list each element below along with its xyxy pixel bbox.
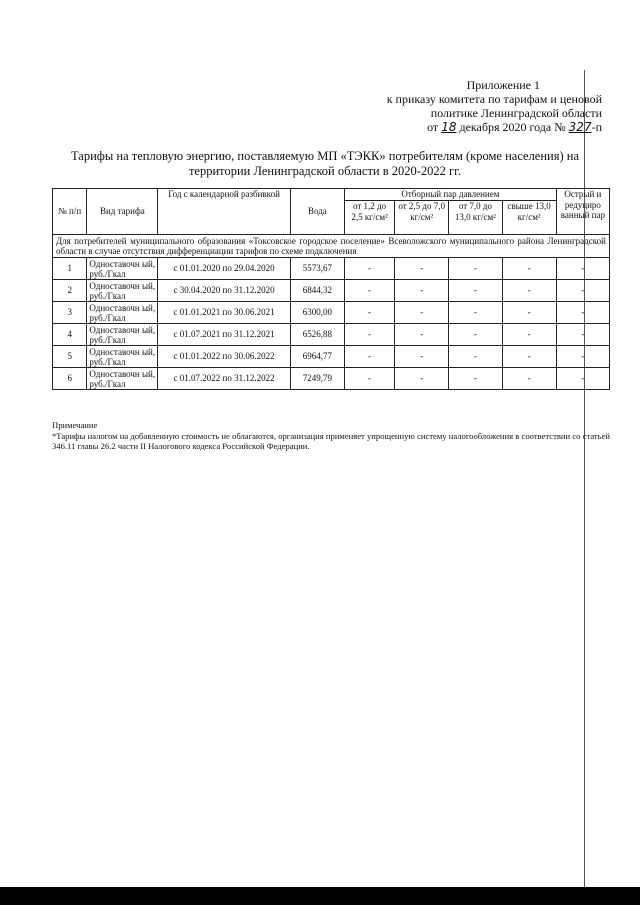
title-line-1: Тарифы на тепловую энергию, поставляемую МП «ТЭКК» потребителям (кроме населения) на — [70, 149, 580, 163]
header-steam-2: от 2,5 до 7,0 кг/см² — [395, 201, 449, 235]
notes-text: *Тарифы налогом на добавленную стоимость не облагаются, организация применяет упрощенную систему налогообложения в соответствии со статьей 346.11 главы 26.2 части II Налогового кодекса Российской Федерации. — [52, 430, 610, 451]
header-tariff-type: Вид тарифа — [87, 189, 158, 235]
cell-sharp-steam: - — [556, 258, 609, 280]
cell-steam-3: - — [449, 280, 502, 302]
table-row — [53, 258, 610, 280]
cell-tariff-type: Одноставочн ый, руб./Гкал — [87, 368, 158, 390]
header-steam-4: свыше 13,0 кг/см² — [502, 201, 556, 235]
cell-steam-1: - — [345, 280, 395, 302]
order-suffix: -п — [591, 120, 602, 134]
table-header-row — [53, 189, 610, 201]
header-water: Вода — [290, 189, 344, 235]
header-sharp-steam: Острый и редуциро ванный пар — [556, 189, 609, 235]
cell-water: 6844,32 — [290, 280, 344, 302]
header-steam-3: от 7,0 до 13,0 кг/см² — [449, 201, 502, 235]
cell-period: с 01.07.2022 по 31.12.2022 — [158, 368, 290, 390]
cell-steam-1: - — [345, 302, 395, 324]
cell-steam-4: - — [502, 368, 556, 390]
cell-num: 5 — [53, 346, 87, 368]
notes-heading: Примечание — [52, 420, 98, 430]
cell-steam-1: - — [345, 258, 395, 280]
cell-tariff-type: Одноставочн ый, руб./Гкал — [87, 280, 158, 302]
cell-water: 6964,77 — [290, 346, 344, 368]
table-row — [53, 368, 610, 390]
cell-period: с 30.04.2020 по 31.12.2020 — [158, 280, 290, 302]
table-row — [53, 324, 610, 346]
group-row — [53, 235, 610, 258]
cell-water: 7249,79 — [290, 368, 344, 390]
cell-period: с 01.01.2021 по 30.06.2021 — [158, 302, 290, 324]
header-steam-group: Отборный пар давлением — [345, 189, 557, 201]
cell-sharp-steam: - — [556, 324, 609, 346]
cell-sharp-steam: - — [556, 280, 609, 302]
cell-tariff-type: Одноставочн ый, руб./Гкал — [87, 302, 158, 324]
appendix-header — [362, 78, 602, 134]
cell-steam-2: - — [395, 280, 449, 302]
cell-water: 6300,00 — [290, 302, 344, 324]
cell-steam-3: - — [449, 368, 502, 390]
cell-steam-2: - — [395, 324, 449, 346]
cell-steam-3: - — [449, 302, 502, 324]
cell-steam-1: - — [345, 368, 395, 390]
cell-period: с 01.01.2022 по 30.06.2022 — [158, 346, 290, 368]
tariff-table — [52, 188, 610, 390]
title-line-2: территории Ленинградской области в 2020-2022 гг. — [188, 164, 462, 178]
cell-tariff-type: Одноставочн ый, руб./Гкал — [87, 324, 158, 346]
cell-sharp-steam: - — [556, 302, 609, 324]
cell-period: с 01.01.2020 по 29.04.2020 — [158, 258, 290, 280]
appendix-order-ref: к приказу комитета по тарифам и ценовой — [386, 92, 602, 106]
notes-section — [52, 420, 610, 452]
group-description: Для потребителей муниципального образования «Токсовское городское поселение» Всеволожского муниципального района Ленинградской области в случае отсутствия дифференциации тарифов по схеме подключения — [53, 235, 610, 258]
cell-steam-4: - — [502, 346, 556, 368]
cell-tariff-type: Одноставочн ый, руб./Гкал — [87, 346, 158, 368]
date-rest: декабря 2020 года № — [459, 120, 566, 134]
cell-steam-4: - — [502, 258, 556, 280]
cell-steam-2: - — [395, 302, 449, 324]
document-title — [60, 149, 590, 179]
appendix-date-line — [362, 120, 602, 134]
cell-sharp-steam: - — [556, 346, 609, 368]
cell-steam-4: - — [502, 302, 556, 324]
cell-steam-1: - — [345, 346, 395, 368]
cell-num: 4 — [53, 324, 87, 346]
header-period: Год с календарной разбивкой — [158, 189, 290, 235]
cell-period: с 01.07.2021 по 31.12.2021 — [158, 324, 290, 346]
table-row — [53, 346, 610, 368]
header-steam-1: от 1,2 до 2,5 кг/см² — [345, 201, 395, 235]
cell-steam-3: - — [449, 324, 502, 346]
cell-water: 6526,88 — [290, 324, 344, 346]
scan-bottom-edge — [0, 887, 640, 905]
cell-steam-2: - — [395, 368, 449, 390]
cell-steam-2: - — [395, 346, 449, 368]
order-number-handwritten: 327 — [568, 120, 592, 134]
header-num: № п/п — [53, 189, 87, 235]
cell-num: 3 — [53, 302, 87, 324]
cell-steam-4: - — [502, 324, 556, 346]
cell-steam-3: - — [449, 346, 502, 368]
cell-num: 1 — [53, 258, 87, 280]
cell-steam-1: - — [345, 324, 395, 346]
cell-tariff-type: Одноставочн ый, руб./Гкал — [87, 258, 158, 280]
cell-water: 5573,67 — [290, 258, 344, 280]
table-row — [53, 280, 610, 302]
appendix-committee: политике Ленинградской области — [430, 106, 602, 120]
cell-sharp-steam: - — [556, 368, 609, 390]
appendix-title: Приложение 1 — [466, 78, 540, 92]
table-row — [53, 302, 610, 324]
date-day-handwritten: 18 — [441, 120, 457, 134]
cell-steam-4: - — [502, 280, 556, 302]
cell-num: 6 — [53, 368, 87, 390]
date-prefix: от — [427, 120, 439, 134]
cell-steam-3: - — [449, 258, 502, 280]
cell-num: 2 — [53, 280, 87, 302]
cell-steam-2: - — [395, 258, 449, 280]
